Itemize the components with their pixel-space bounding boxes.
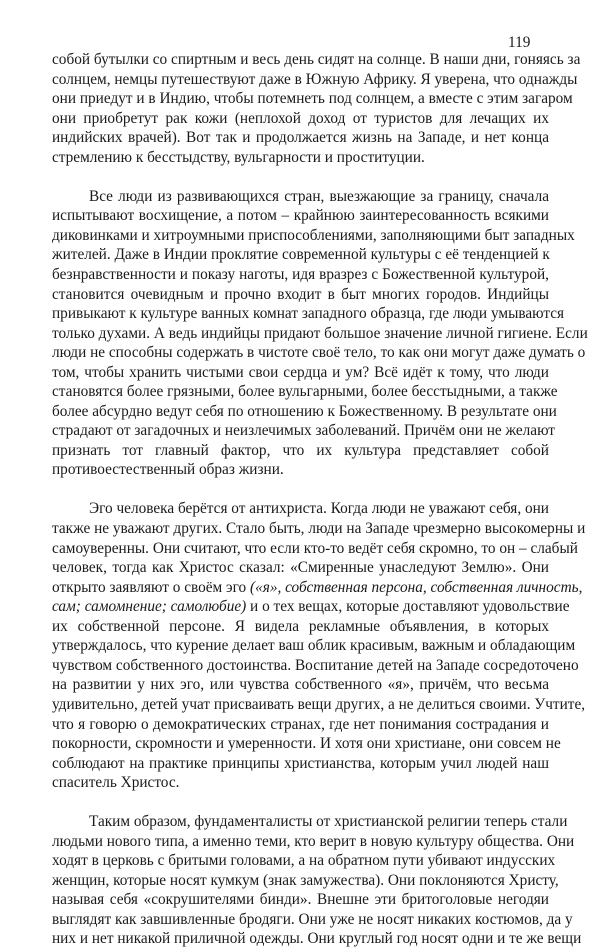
text-line: Все люди из развивающихся стран, выезжающие за границу, сначала <box>89 187 549 205</box>
text-segment: и о тех вещах, которые доставляют удовольствие <box>246 598 570 616</box>
text-line: на развитии у них эго, или чувства собственного «я», причём, что весьма <box>52 676 549 694</box>
text-line: выглядят как завшивленные бродяги. Они уже не носят никаких костюмов, да у <box>52 910 573 928</box>
text-line: безнравственности и показу наготы, идя вразрез с Божественной культурой, <box>52 265 549 283</box>
text-line: самоуверенны. Они считают, что если кто-то ведёт себя скромно, то он – слабый <box>52 539 578 557</box>
text-line: Таким образом, фундаменталисты от христианской религии теперь стали <box>89 813 568 831</box>
text-line: жителей. Даже в Индии проклятие современной культуры с её тенденцией к <box>52 246 550 264</box>
text-line: покорности, скромности и умеренности. И хотя они христиане, они совсем не <box>52 735 561 753</box>
text-line: становится очевидным и прочно входит в быт многих городов. Индийцы <box>52 285 549 303</box>
text-line: стремлению к бесстыдству, вульгарности и проституции. <box>52 148 425 166</box>
text-line: что я говорю о демократических странах, где нет понимания сострадания и <box>52 715 549 733</box>
text-line: испытывают восхищение, а потом – крайнюю заинтересованность всякими <box>52 207 549 225</box>
text-line: только духами. А ведь индийцы придают большое значение личной гигиене. Если <box>52 324 588 342</box>
text-line: привыкают к культуре ванных комнат западного образца, где люди умываются <box>52 305 565 323</box>
text-line: том, чтобы хранить чистыми свои сердца и ум? Всё идёт к тому, что люди <box>52 363 549 381</box>
text-line: чувством собственного достоинства. Воспитание детей на Западе сосредоточено <box>52 656 579 674</box>
text-line: них и нет никакой приличной одежды. Они круглый год носят одни и те же вещи <box>52 930 582 948</box>
text-line: удивительно, детей учат присваивать вещи других, а не делиться своими. Учтите, <box>52 695 586 713</box>
text-line: их собственной персоне. Я видела рекламные объявления, в которых <box>52 617 549 635</box>
text-line: ходят в церковь с бритыми головами, а на обратном пути убивают индусских <box>52 852 556 870</box>
text-line-mixed <box>52 597 570 617</box>
text-line: они приобретут рак кожи (неплохой доход от туристов для лечащих их <box>52 109 549 127</box>
text-line: противоестественный образ жизни. <box>52 461 284 479</box>
paragraph-4 <box>52 812 582 949</box>
text-line: собой бутылки со спиртным и весь день сидят на солнце. В наши дни, гоняясь за <box>52 51 581 68</box>
paragraph-1 <box>52 50 581 167</box>
text-line-mixed <box>52 578 583 598</box>
text-line: людьми нового типа, а именно теми, кто верит в новую культуру общества. Они <box>52 832 575 850</box>
paragraph-3 <box>52 499 586 792</box>
text-line: также не уважают других. Стало быть, люди на Западе чрезмерно высокомерны и <box>52 520 586 538</box>
italic-segment: («я», собственная персона, собственная личность, <box>250 578 583 596</box>
text-line: становятся более грязными, более вульгарными, более бесстыдными, а также <box>52 383 558 401</box>
text-line: они приедут и в Индию, чтобы потемнеть под солнцем, а вместе с этим загаром <box>52 90 573 108</box>
text-line: человек, тогда как Христос сказал: «Смиренные унаследуют Землю». Они <box>52 559 549 577</box>
text-line: утверждалось, что курение делает ваш облик красивым, важным и обладающим <box>52 637 576 655</box>
text-line: соблюдают на практике принципы христианства, которым учил людей наш <box>52 754 549 772</box>
text-line: более абсурдно ведут себя по отношению к Божественному. В результате они <box>52 402 557 420</box>
italic-segment: сам; самомнение; самолюбие) <box>52 598 247 616</box>
text-line: люди не способны содержать в чистоте своё тело, то как они могут даже думать о <box>52 344 586 362</box>
paragraph-2 <box>52 187 588 480</box>
text-segment: открыто заявляют о своём эго <box>52 578 250 596</box>
text-line: страдают от загадочных и неизлечимых заболеваний. Причём они не желают <box>52 422 555 440</box>
text-line: индийских врачей). Вот так и продолжается жизнь на Западе, и нет конца <box>52 129 549 147</box>
text-line: диковинками и хитроумными приспособлениями, заполняющими быт западных <box>52 226 575 244</box>
text-line: спаситель Христос. <box>52 774 180 792</box>
document-page <box>52 50 588 949</box>
text-line: Эго человека берётся от антихриста. Когда люди не уважают себя, они <box>89 500 549 518</box>
page-number: 119 <box>508 34 531 51</box>
text-line: женщин, которые носят кумкум (знак замужества). Они поклоняются Христу, <box>52 871 559 889</box>
text-line: называя себя «сокрушителями бинди». Внешне эти бритоголовые негодяи <box>52 891 549 909</box>
text-line: признать тот главный фактор, что их культура представляет собой <box>52 441 549 459</box>
text-line: солнцем, немцы путешествуют даже в Южную Африку. Я уверена, что однажды <box>52 70 578 88</box>
